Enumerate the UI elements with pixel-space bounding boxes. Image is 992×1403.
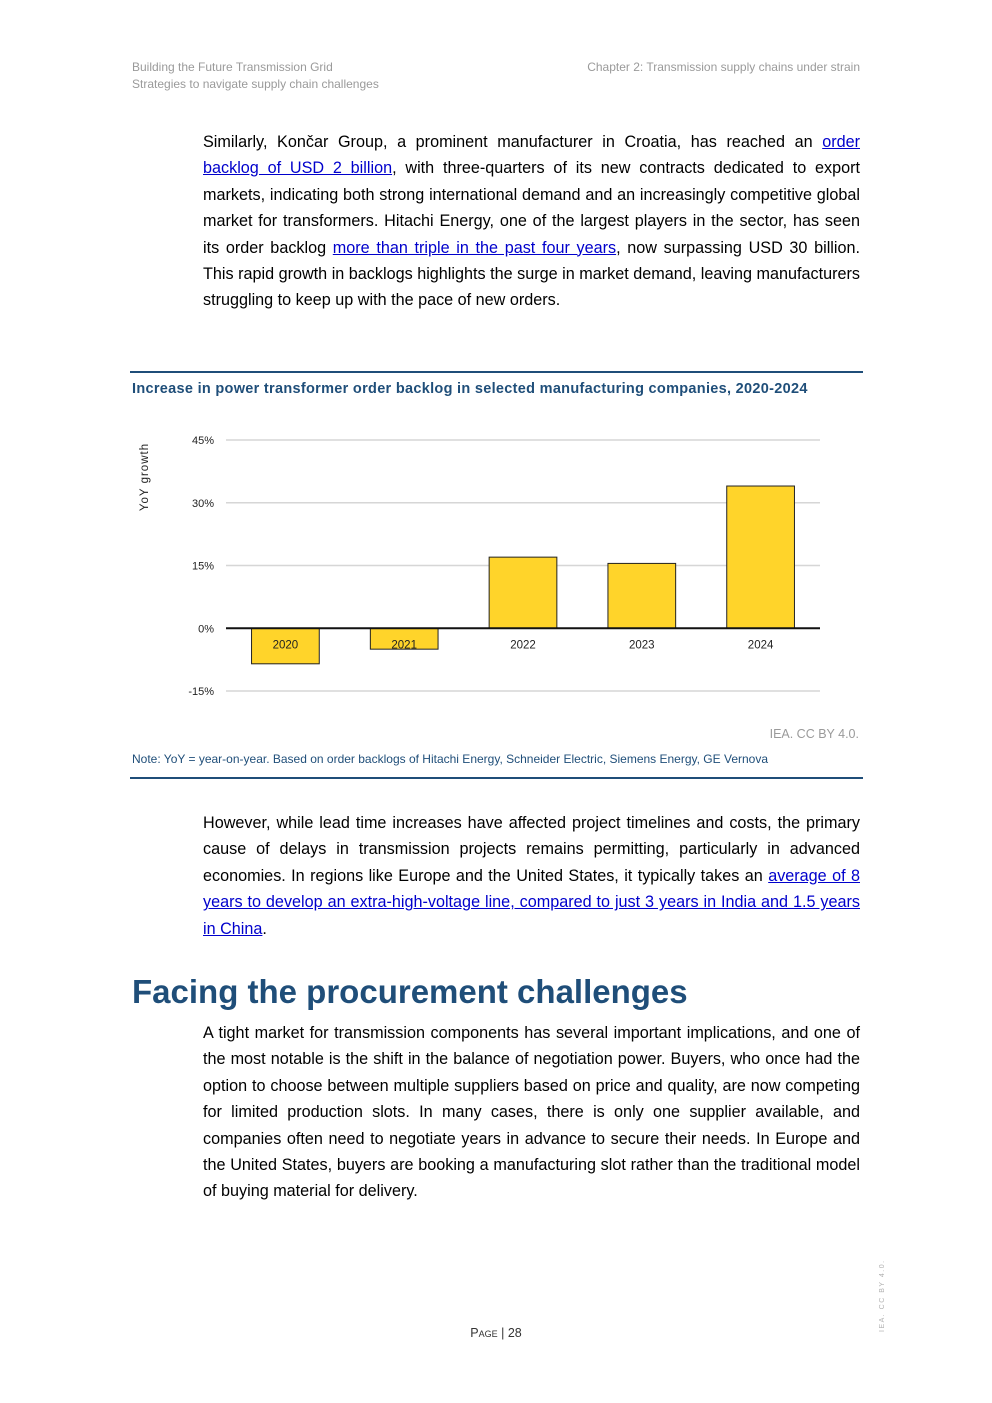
figure-bottom-rule <box>130 777 863 779</box>
x-tick-label: 2021 <box>391 639 417 652</box>
page-separator: | <box>497 1326 508 1340</box>
page-footer <box>0 1326 992 1340</box>
paragraph-text: However, while lead time increases have affected project timelines and costs, the primary cause of delays in transmission projects remains permitting, particularly in advanced economies. In regions like Europe and the United States, it typically takes an <box>203 814 860 885</box>
paragraph-text: , now surpassing USD 30 billion. This rapid growth in backlogs highlights the surge in market demand, leaving manufacturers struggling to keep up with the pace of new orders. <box>203 238 860 310</box>
link-koncar-backlog[interactable]: order backlog of USD 2 billion <box>203 133 860 178</box>
paragraph-backlog <box>203 129 860 314</box>
paragraph-text: Similarly, Končar Group, a prominent manufacturer in Croatia, has reached an <box>203 133 823 151</box>
side-license-text: IEA. CC BY 4.0. <box>879 1259 886 1332</box>
bar-2023 <box>608 563 676 628</box>
x-tick-label: 2023 <box>629 639 655 652</box>
y-tick-label: 0% <box>198 623 214 636</box>
x-tick-label: 2024 <box>747 639 774 652</box>
page-word: Page <box>470 1326 498 1340</box>
figure-title: Increase in power transformer order backlog in selected manufacturing companies, 2020-2024 <box>132 381 808 397</box>
figure-source: IEA. CC BY 4.0. <box>769 727 859 741</box>
report-title: Building the Future Transmission Grid <box>132 60 333 74</box>
x-tick-label: 2022 <box>510 639 536 652</box>
bars <box>252 486 795 664</box>
paragraph-text: . <box>262 919 267 938</box>
y-tick-label: -15% <box>188 686 214 698</box>
chapter-title: Chapter 2: Transmission supply chains under strain <box>587 60 860 74</box>
y-tick-label: 30% <box>191 497 214 510</box>
bar-2024 <box>727 486 795 628</box>
figure-top-rule <box>130 371 863 373</box>
bar-2022 <box>489 557 557 628</box>
y-tick-label: 15% <box>191 560 214 573</box>
page-number: 28 <box>507 1326 522 1340</box>
figure-note: Note: YoY = year-on-year. Based on order backlogs of Hitachi Energy, Schneider Electric, Siemens Energy, GE Vernova <box>132 752 769 766</box>
running-header-left <box>132 59 379 93</box>
link-permitting-timelines[interactable]: average of 8 years to develop an extra-high-voltage line, compared to just 3 years in India and 1.5 years in China <box>203 866 860 938</box>
paragraph-permitting <box>203 810 860 942</box>
y-tick-label: 45% <box>191 435 214 447</box>
x-tick-label: 2020 <box>272 639 299 652</box>
section-heading: Facing the procurement challenges <box>132 973 688 1010</box>
y-axis-label: YoY growth <box>139 442 151 512</box>
report-subtitle: Strategies to navigate supply chain challenges <box>132 77 379 91</box>
backlog-bar-chart <box>130 425 830 705</box>
paragraph-text: , with three-quarters of its new contracts dedicated to export markets, indicating both strong international demand and an increasingly competitive global market for transformers. Hitachi Energy, one of the largest players in the sector, has seen its order backlog <box>203 159 860 257</box>
paragraph-procurement: A tight market for transmission components has several important implications, and one of the most notable is the shift in the balance of negotiation power. Buyers, who once had the option to choose between multiple suppliers based on price and quality, are now competing for limited production slots. In many cases, there is only one supplier available, and companies often need to negotiate years in advance to secure their needs. In Europe and the United States, buyers are booking a manufacturing slot rather than the traditional model of buying material for delivery. <box>203 1024 860 1201</box>
link-hitachi-backlog[interactable]: more than triple in the past four years <box>332 238 617 257</box>
